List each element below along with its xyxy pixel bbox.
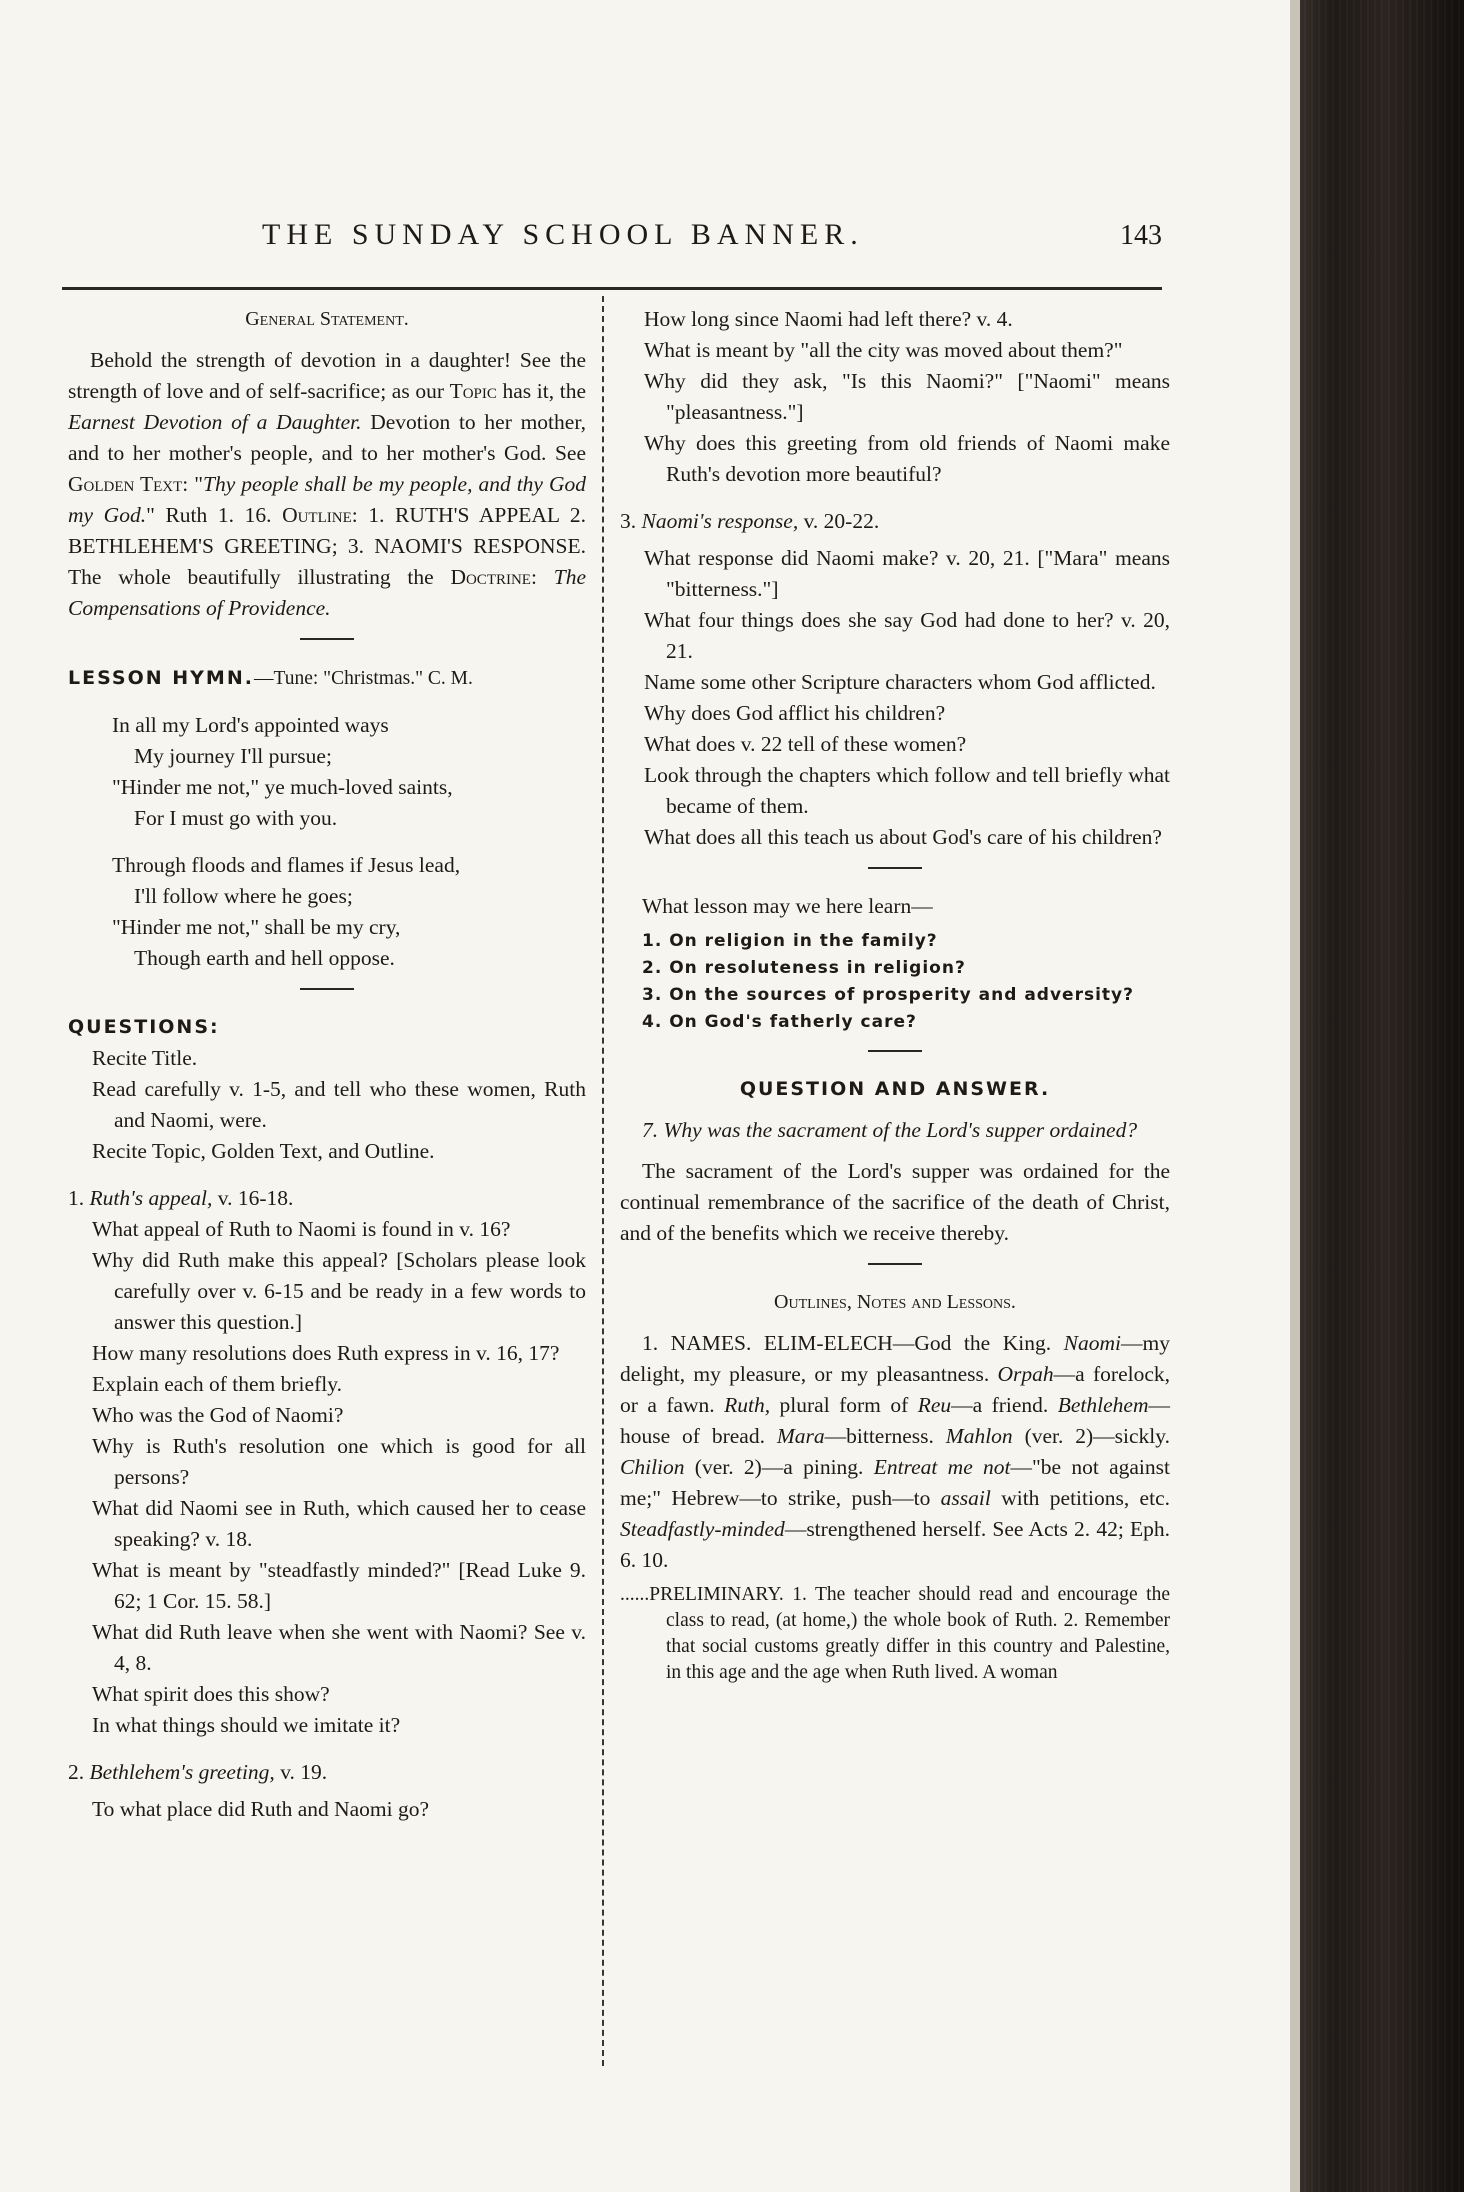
lesson-item: 4. On God's fatherly care? [642, 1012, 917, 1032]
section-1-heading: 1. Ruth's appeal, v. 16-18. [68, 1186, 294, 1210]
question-item: To what place did Ruth and Naomi go? [92, 1797, 430, 1821]
hymn-stanza-2: Through floods and flames if Jesus lead, I'll follow where he goes; "Hinder me not," shall be my cry, Though earth and hell oppose. [112, 853, 461, 970]
hymn-stanza-1: In all my Lord's appointed ways My journey I'll pursue; "Hinder me not," ye much-loved saints, For I must go with you. [112, 713, 453, 830]
question-item: Why did Ruth make this appeal? [Scholars please look carefully over v. 6-15 and be ready in a few words to answer this question.] [92, 1248, 586, 1334]
question-item: What response did Naomi make? v. 20, 21. ["Mara" means "bitterness."] [644, 546, 1170, 601]
question-item: What spirit does this show? [92, 1682, 330, 1706]
question-item: What did Ruth leave when she went with Naomi? See v. 4, 8. [92, 1620, 586, 1675]
header-rule [62, 287, 1162, 290]
section-divider [300, 638, 354, 640]
notes-heading: Outlines, Notes and Lessons. [774, 1291, 1016, 1313]
catechism-answer: The sacrament of the Lord's supper was ordained for the continual remembrance of the sacrifice of the death of Christ, and of the benefits which we receive thereby. [620, 1159, 1170, 1245]
question-item: What is meant by "steadfastly minded?" [Read Luke 9. 62; 1 Cor. 15. 58.] [92, 1558, 586, 1613]
general-statement-heading: General Statement. [245, 308, 409, 330]
section-divider [868, 1050, 922, 1052]
question-item: How many resolutions does Ruth express in v. 16, 17? [92, 1341, 560, 1365]
section-divider [868, 1263, 922, 1265]
section-1-questions [68, 1214, 586, 1741]
section-3-questions [620, 543, 1170, 853]
question-item: Look through the chapters which follow and tell briefly what became of them. [644, 763, 1170, 818]
lesson-item: 1. On religion in the family? [642, 931, 938, 951]
page-number: 143 [1120, 220, 1162, 251]
column-divider [602, 296, 604, 2066]
question-item: What appeal of Ruth to Naomi is found in v. 16? [92, 1217, 511, 1241]
question-item: Name some other Scripture characters whom God afflicted. [644, 670, 1156, 694]
question-item: What does all this teach us about God's care of his children? [644, 825, 1162, 849]
question-item: Why does this greeting from old friends of Naomi make Ruth's devotion more beautiful? [644, 431, 1170, 486]
question-item: In what things should we imitate it? [92, 1713, 401, 1737]
question-item: What does v. 22 tell of these women? [644, 732, 967, 756]
right-column [620, 304, 1170, 1686]
left-column [68, 304, 586, 1825]
doctrine-title: The Compensations of Providence. [68, 565, 586, 620]
question-item: What four things does she say God had done to her? v. 20, 21. [644, 608, 1170, 663]
lesson-item: 2. On resoluteness in religion? [642, 958, 966, 978]
running-header [262, 218, 1162, 262]
lesson-intro: What lesson may we here learn— [642, 894, 933, 918]
section-2-heading: 2. Bethlehem's greeting, v. 19. [68, 1760, 328, 1784]
book-spine-edge [1290, 0, 1464, 2192]
question-item: Who was the God of Naomi? [92, 1403, 344, 1427]
lesson-list [620, 928, 1170, 1036]
question-item: Read carefully v. 1-5, and tell who these women, Ruth and Naomi, were. [92, 1077, 586, 1132]
section-divider [868, 867, 922, 869]
lesson-hymn-heading: LESSON HYMN.—Tune: "Christmas." C. M. [68, 667, 473, 689]
question-item: How long since Naomi had left there? v. 4. [644, 307, 1013, 331]
question-item: What is meant by "all the city was moved about them?" [644, 338, 1123, 362]
lesson-item: 3. On the sources of prosperity and adversity? [642, 985, 1134, 1005]
preliminary-note: ......PRELIMINARY. 1. The teacher should read and encourage the class to read, (at home,) the whole book of Ruth. 2. Remember that social customs greatly differ in this country and Palestine, in this age and the age when Ruth lived. A woman [620, 1584, 1170, 1683]
running-title: THE SUNDAY SCHOOL BANNER. [262, 218, 864, 251]
section-divider [300, 988, 354, 990]
question-item: Why does God afflict his children? [644, 701, 946, 725]
golden-text: Thy people shall be my people, and thy God my God. [68, 472, 587, 527]
question-item: Why is Ruth's resolution one which is good for all persons? [92, 1434, 586, 1489]
general-statement-text: Behold the strength of devotion in a daughter! See the strength of love and of self-sacrifice; as our Topic has it, the Earnest Devotion of a Daughter. Devotion to her mother, and to her mother's people, and to her mother's God. See Golden Text: "Thy people shall be my people, and thy God my God." Ruth 1. 16. Outline: 1. RUTH'S APPEAL 2. BETHLEHEM'S GREETING; 3. NAOMI'S RESPONSE. The whole beautifully illustrating the Doctrine: The Compensations of Providence. [68, 348, 587, 620]
topic-title: Earnest Devotion of a Daughter. [68, 410, 362, 434]
question-item: Why did they ask, "Is this Naomi?" ["Naomi" means "pleasantness."] [644, 369, 1170, 424]
question-item: Recite Title. [92, 1046, 198, 1070]
section-3-heading: 3. Naomi's response, v. 20-22. [620, 509, 880, 533]
question-item: What did Naomi see in Ruth, which caused her to cease speaking? v. 18. [92, 1496, 586, 1551]
question-and-answer-heading: QUESTION AND ANSWER. [739, 1078, 1051, 1100]
question-item: Explain each of them briefly. [92, 1372, 342, 1396]
questions-heading: QUESTIONS: [68, 1016, 220, 1038]
names-note: 1. NAMES. ELIM-ELECH—God the King. Naomi—my delight, my pleasure, or my pleasantness. Orpah—a forelock, or a fawn. Ruth, plural form of Reu—a friend. Bethlehem—house of bread. Mara—bitterness. Mahlon (ver. 2)—sickly. Chilion (ver. 2)—a pining. Entreat me not—"be not against me;" Hebrew—to strike, push—to assail with petitions, etc. Steadfastly-minded—strengthened herself. See Acts 2. 42; Eph. 6. 10. [620, 1331, 1171, 1572]
catechism-question: 7. Why was the sacrament of the Lord's supper ordained? [642, 1118, 1138, 1142]
question-item: Recite Topic, Golden Text, and Outline. [92, 1139, 435, 1163]
